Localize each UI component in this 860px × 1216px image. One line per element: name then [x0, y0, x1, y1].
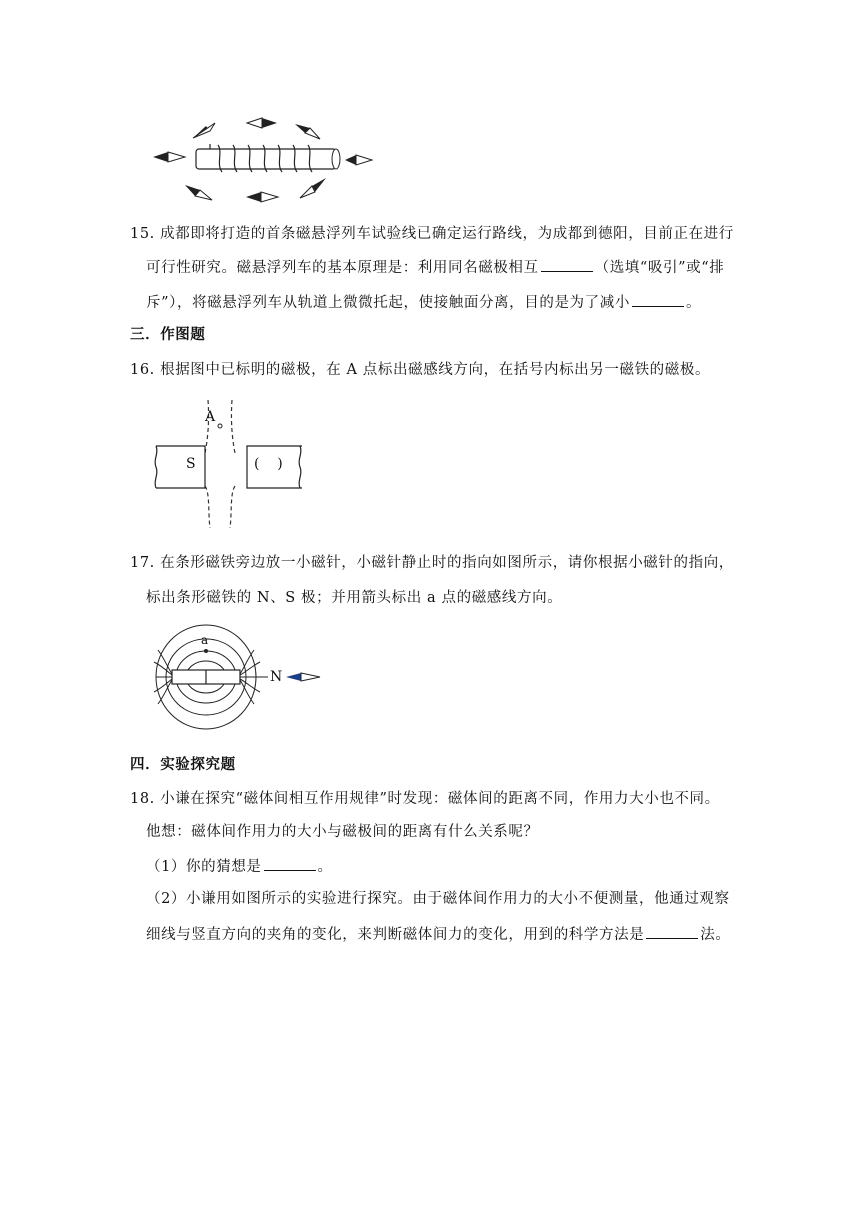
q15-blank-2[interactable] — [632, 292, 684, 307]
q18-line-2 — [146, 822, 539, 842]
q18-sub1-text: （1）你的猜想是 — [146, 859, 262, 875]
q16-text: 根据图中已标明的磁极，在 A 点标出磁感线方向，在括号内标出另一磁铁的磁极。 — [160, 362, 711, 378]
q15-text-3b: 。 — [685, 295, 702, 311]
q18-number: 18. — [130, 791, 155, 807]
q16-point-a-label: A — [205, 409, 216, 425]
q18-line-1 — [130, 789, 720, 809]
q18-sub-1 — [146, 856, 333, 877]
q18-blank-2[interactable] — [646, 924, 698, 939]
q18-sub1-end: 。 — [317, 859, 333, 875]
q16-magnet-figure — [150, 398, 310, 530]
q18-text-2: 他想：磁体间作用力的大小与磁极间的距离有什么关系呢？ — [146, 824, 539, 840]
q15-text-3a: 斥”），将磁悬浮列车从轨道上微微托起，使接触面分离，目的是为了减小 — [146, 295, 630, 311]
q17-line-2 — [146, 588, 562, 608]
point-a-marker — [218, 424, 222, 428]
compass-needle-bottom-right — [300, 178, 326, 198]
q17-needle-n-label: N — [270, 669, 283, 685]
left-magnet — [155, 446, 205, 488]
solenoid-tube — [196, 144, 340, 172]
q15-line-2 — [146, 257, 724, 278]
q15-line-3 — [146, 292, 701, 313]
compass-needle-top-mid — [247, 118, 277, 128]
q15-line-1 — [130, 224, 734, 244]
q15-text-2b: （选填“吸引”或“排 — [594, 260, 725, 276]
q16-right-pole-bracket[interactable]: ( ) — [254, 456, 283, 472]
q17-number: 17. — [130, 555, 155, 571]
q18-text-3a: 细线与竖直方向的夹角的变化，来判断磁体间力的变化，用到的科学方法是 — [146, 927, 645, 943]
q16-line-1 — [130, 360, 710, 380]
q15-blank-1[interactable] — [541, 257, 593, 272]
q18-line-3 — [146, 924, 731, 945]
q15-text-2a: 可行性研究。磁悬浮列车的基本原理是：利用同名磁极相互 — [146, 260, 539, 276]
compass-needle-top-right — [295, 124, 320, 139]
q18-text-3b: 法。 — [700, 927, 731, 943]
section-4-heading: 四．实验探究题 — [130, 756, 236, 773]
compass-needle-right — [345, 155, 372, 165]
q16-number: 16. — [130, 362, 155, 378]
point-a-dot — [204, 649, 208, 653]
q17-text-1: 在条形磁铁旁边放一小磁针，小磁针静止时的指向如图所示，请你根据小磁针的指向， — [160, 555, 734, 571]
q16-left-pole-label: S — [186, 456, 196, 472]
q17-bar-magnet-figure — [150, 622, 330, 740]
q15-text-1: 成都即将打造的首条磁悬浮列车试验线已确定运行路线，为成都到德阳，目前正在进行 — [160, 226, 734, 242]
compass-needle-top-left — [193, 123, 215, 138]
q17-line-1 — [130, 553, 734, 573]
q15-number: 15. — [130, 226, 155, 242]
solenoid-compass-figure — [150, 112, 380, 207]
compass-needle-bottom-mid — [246, 192, 278, 202]
section-3-heading: 三．作图题 — [130, 326, 206, 343]
q17-text-2: 标出条形磁铁的 N、S 极；并用箭头标出 a 点的磁感线方向。 — [146, 590, 563, 606]
q17-point-a-label: a — [201, 633, 209, 647]
compass-needle — [286, 673, 320, 681]
q18-blank-1[interactable] — [264, 856, 316, 871]
q18-sub-2 — [146, 889, 730, 909]
q18-text-1: 小谦在探究“磁体间相互作用规律”时发现：磁体间的距离不同，作用力大小也不同。 — [160, 791, 720, 807]
compass-needle-bottom-left — [185, 185, 212, 200]
compass-needle-left — [153, 152, 185, 162]
q18-sub2-text: （2）小谦用如图所示的实验进行探究。由于磁体间作用力的大小不便测量，他通过观察 — [146, 891, 730, 907]
